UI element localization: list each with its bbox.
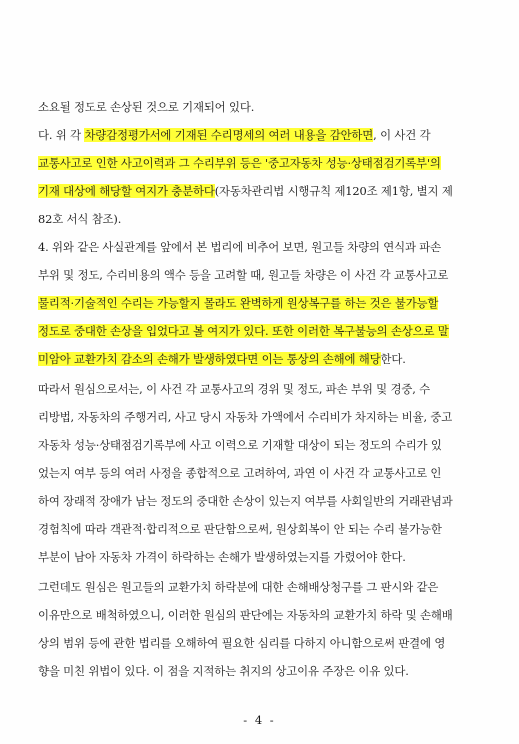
text-line	[38, 238, 486, 256]
text-line	[38, 606, 486, 624]
highlighted-text: 미암아 교환가치 감소의 손해가 발생하였다면 이는 통상의 손해에 해당	[38, 352, 381, 366]
text-segment: (자동차관리법 시행규칙 제120조 제1항, 별지 제	[214, 184, 453, 198]
text-segment: 었는지 여부 등의 여러 사정을 종합적으로 고려하여, 과연 이 사건 각 교통사고로 인	[38, 466, 442, 480]
text-segment: 이유만으로 배척하였으니, 이러한 원심의 판단에는 자동차의 교환가치 하락 및 손해배	[38, 608, 453, 622]
text-line	[38, 126, 486, 144]
text-segment: 따라서 원심으로서는, 이 사건 각 교통사고의 경위 및 정도, 파손 부위 및 경중, 수	[38, 382, 430, 396]
page-number: - 4 -	[243, 713, 276, 727]
text-line	[38, 662, 486, 680]
text-segment: 자동차 성능·상태점검기록부에 사고 이력으로 기재할 대상이 되는 정도의 수리가 있	[38, 438, 442, 452]
text-segment: 리방법, 자동차의 주행거리, 사고 당시 자동차 가액에서 수리비가 차지하는 비율, 중고	[38, 410, 453, 424]
text-line	[38, 210, 486, 228]
text-line	[38, 578, 486, 596]
text-line	[38, 322, 486, 340]
text-segment: 향을 미친 위법이 있다. 이 점을 지적하는 취지의 상고이유 주장은 이유 있다.	[38, 664, 409, 678]
text-line	[38, 520, 486, 538]
text-segment: 부분이 남아 자동차 가격이 하락하는 손해가 발생하였는지를 가렸어야 한다.	[38, 550, 406, 564]
text-segment: 경험칙에 따라 객관적·합리적으로 판단함으로써, 원상회복이 안 되는 수리 불가능한	[38, 522, 442, 536]
text-segment: 부위 및 정도, 수리비용의 액수 등을 고려할 때, 원고들 차량은 이 사건 각 교통사고로	[38, 268, 449, 282]
highlighted-text: 차량감정평가서에 기재된 수리명세의 여러 내용을 감안하면	[84, 128, 374, 142]
text-line	[38, 266, 486, 284]
text-segment: , 이 사건 각	[373, 128, 431, 142]
text-line	[38, 408, 486, 426]
text-segment: 한다.	[380, 352, 406, 366]
text-segment: 다. 위 각	[38, 128, 85, 142]
text-line	[38, 548, 486, 566]
text-segment: 하여 장래적 장애가 남는 정도의 중대한 손상이 있는지 여부를 사회일반의 거래관념과	[38, 494, 453, 508]
text-line	[38, 464, 486, 482]
highlighted-text: 기재 대상에 해당할 여지가 충분하다	[38, 184, 215, 198]
text-line	[38, 350, 486, 368]
highlighted-text: 교통사고로 인한 사고이력과 그 수리부위 등은 '중고자동차 성능·상태점검기록부'의	[38, 156, 441, 170]
text-line	[38, 634, 486, 652]
text-line	[38, 98, 486, 116]
text-line	[38, 492, 486, 510]
highlighted-text: 물리적·기술적인 수리는 가능할지 몰라도 완벽하게 원상복구를 하는 것은 불가능할	[38, 296, 439, 310]
text-line	[38, 182, 486, 200]
text-line	[38, 154, 486, 172]
text-segment: 그런데도 원심은 원고들의 교환가치 하락분에 대한 손해배상청구를 그 판시와 같은	[38, 580, 439, 594]
text-line	[38, 380, 486, 398]
text-line	[38, 294, 486, 312]
text-segment: 4. 위와 같은 사실관계를 앞에서 본 법리에 비추어 보면, 원고들 차량의 연식과 파손	[38, 240, 441, 254]
text-line	[38, 436, 486, 454]
text-segment: 상의 범위 등에 관한 법리를 오해하여 필요한 심리를 다하지 아니함으로써 판결에 영	[38, 636, 446, 650]
highlighted-text: 정도로 중대한 손상을 입었다고 볼 여지가 있다. 또한 이러한 복구불능의 손상으로 말	[38, 324, 449, 338]
text-segment: 소요될 정도로 손상된 것으로 기재되어 있다.	[38, 100, 255, 114]
text-segment: 82호 서식 참조).	[38, 212, 122, 226]
